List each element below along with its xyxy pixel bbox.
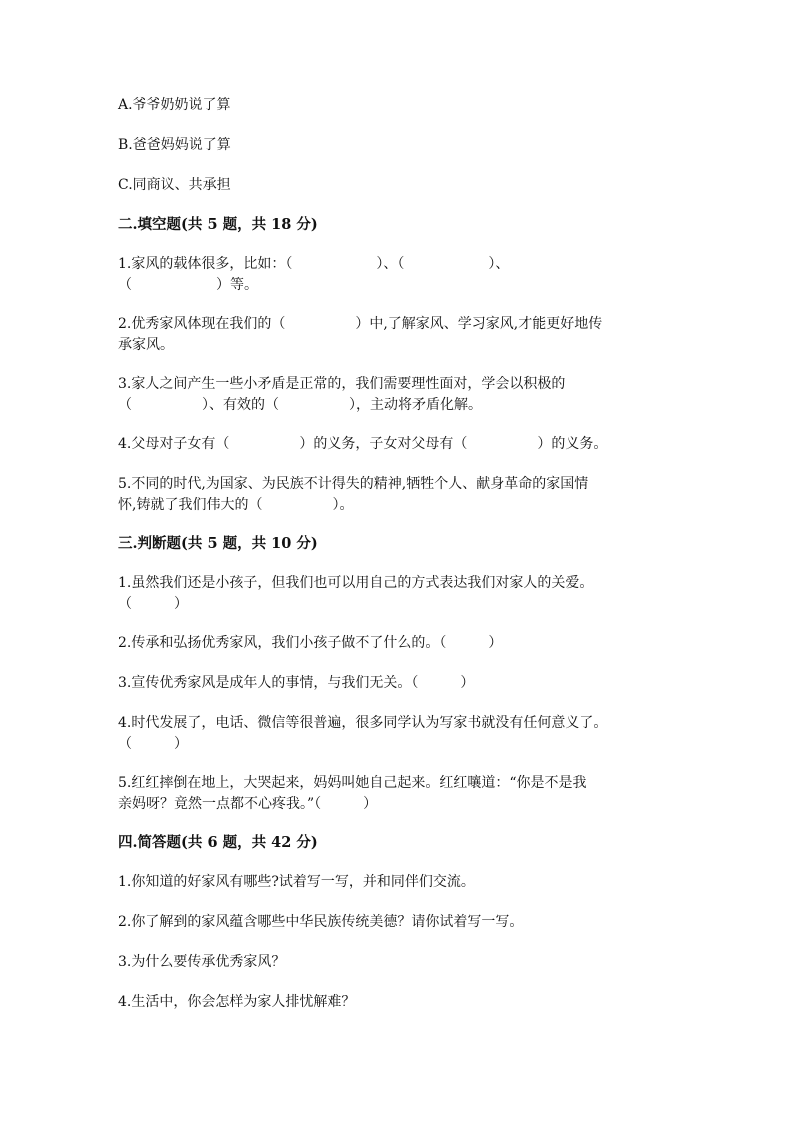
fill-question-3-line-2: （ ）、有效的（ ），主动将矛盾化解。 [118, 397, 482, 413]
fill-question-3-line-1: 3.家人之间产生一些小矛盾是正常的，我们需要理性面对，学会以积极的 [118, 376, 566, 392]
fill-question-5-line-2: 怀,铸就了我们伟大的（ ）。 [118, 497, 354, 513]
section-heading-fill-in: 二.填空题(共 5 题，共 18 分) [118, 216, 318, 233]
fill-question-5-line-1: 5.不同的时代,为国家、为民族不计得失的精神,牺牲个人、献身革命的家国情 [118, 476, 589, 492]
judge-question-3: 3.宣传优秀家风是成年人的事情，与我们无关。（ ） [118, 675, 475, 691]
judge-question-4-line-1: 4.时代发展了，电话、微信等很普遍，很多同学认为写家书就没有任何意义了。 [118, 715, 608, 731]
judge-question-4-line-2: （ ） [118, 736, 188, 752]
option-c: C.同商议、共承担 [118, 177, 231, 193]
judge-question-1-line-2: （ ） [118, 596, 188, 612]
option-b: B.爸爸妈妈说了算 [118, 137, 231, 153]
fill-question-4: 4.父母对子女有（ ）的义务，子女对父母有（ ）的义务。 [118, 436, 608, 452]
section-heading-true-false: 三.判断题(共 5 题，共 10 分) [118, 535, 318, 552]
short-question-3: 3.为什么要传承优秀家风？ [118, 954, 286, 970]
section-heading-short-answer: 四.简答题(共 6 题，共 42 分) [118, 834, 318, 851]
judge-question-2: 2.传承和弘扬优秀家风，我们小孩子做不了什么的。（ ） [118, 635, 503, 651]
judge-question-1-line-1: 1.虽然我们还是小孩子，但我们也可以用自己的方式表达我们对家人的关爱。 [118, 575, 594, 591]
judge-question-5-line-2: 亲妈呀？竟然一点都不心疼我。”（ ） [118, 796, 378, 812]
fill-question-1-line-1: 1.家风的载体很多，比如：（ ）、（ ）、 [118, 256, 510, 272]
judge-question-5-line-1: 5.红红摔倒在地上，大哭起来，妈妈叫她自己起来。红红嚷道：“你是不是我 [118, 775, 587, 791]
short-question-4: 4.生活中，你会怎样为家人排忧解难？ [118, 994, 356, 1010]
fill-question-2-line-2: 承家风。 [118, 337, 174, 353]
short-question-2: 2.你了解到的家风蕴含哪些中华民族传统美德？请你试着写一写。 [118, 914, 524, 930]
fill-question-1-line-2: （ ）等。 [118, 277, 258, 293]
option-a: A.爷爷奶奶说了算 [118, 97, 231, 113]
short-question-1: 1.你知道的好家风有哪些?试着写一写，并和同伴们交流。 [118, 874, 475, 890]
fill-question-2-line-1: 2.优秀家风体现在我们的（ ）中,了解家风、学习家风,才能更好地传 [118, 316, 603, 332]
